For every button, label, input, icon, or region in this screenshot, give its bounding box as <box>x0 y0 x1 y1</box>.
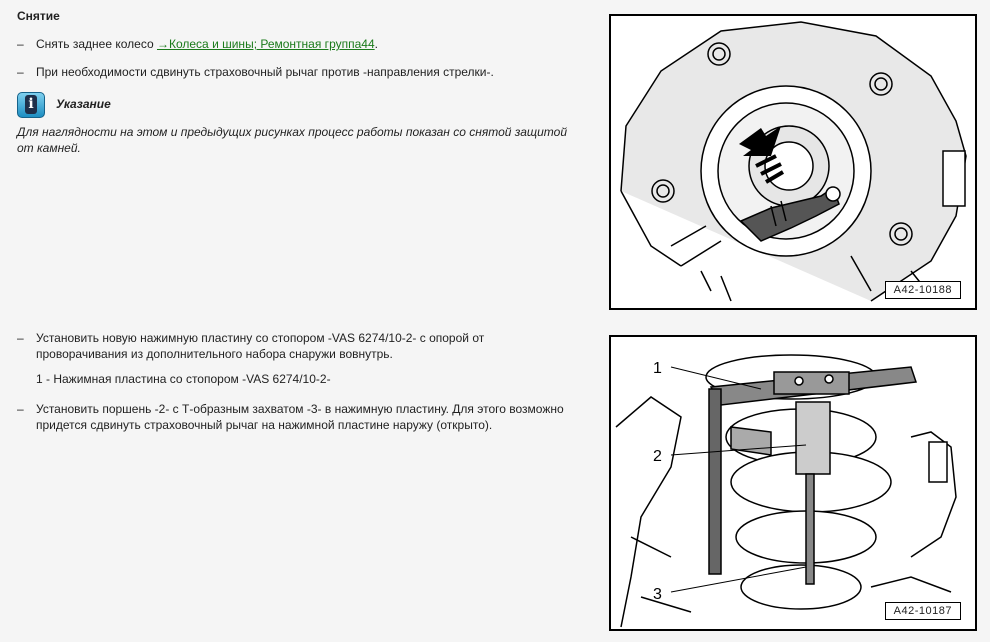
note-title: Указание <box>56 97 111 111</box>
callout-1: 1 <box>653 360 662 377</box>
piston-illustration <box>611 337 977 631</box>
step-text: Установить поршень -2- с Т-образным захватом -3- в нажимную пластину. Для этого возможно придется сдвинуть страховочный рычаг на нажимной пластине наружу (открыто). <box>36 402 564 432</box>
bullet-dash: – <box>17 65 24 79</box>
callout-2: 2 <box>653 448 662 465</box>
callout-3: 3 <box>653 586 662 603</box>
legend-item: 1 - Нажимная пластина со стопором -VAS 6274/10-2- <box>36 372 331 386</box>
note-text: Для наглядности на этом и предыдущих рисунках процесс работы показан со снятой защитой от камней. <box>17 125 568 155</box>
figure-spring-plate <box>609 14 977 310</box>
step-text: При необходимости сдвинуть страховочный рычаг против -направления стрелки-. <box>36 65 494 79</box>
figure-id-label: A42-10187 <box>885 602 961 620</box>
bullet-dash: – <box>17 37 24 51</box>
step-install-piston <box>17 401 577 433</box>
wheels-tires-link[interactable]: →Колеса и шины; Ремонтная группа44 <box>156 37 375 51</box>
step-install-plate <box>17 330 577 362</box>
step-suffix: . <box>374 37 378 51</box>
bullet-dash: – <box>17 331 24 345</box>
step-safety-lever <box>17 64 577 80</box>
step-text: Установить новую нажимную пластину со стопором -VAS 6274/10-2- с опорой от проворачивания из дополнительного набора снаружи вовнутрь. <box>36 331 485 361</box>
step-remove-wheel <box>17 36 577 52</box>
figure-piston-install <box>609 335 977 631</box>
figure-id-label: A42-10188 <box>885 281 961 299</box>
spring-plate-illustration <box>611 16 977 310</box>
section-heading: Снятие <box>17 9 60 23</box>
step-text: Снять заднее колесо <box>36 37 157 51</box>
info-icon: i <box>17 92 45 118</box>
bullet-dash: – <box>17 402 24 416</box>
